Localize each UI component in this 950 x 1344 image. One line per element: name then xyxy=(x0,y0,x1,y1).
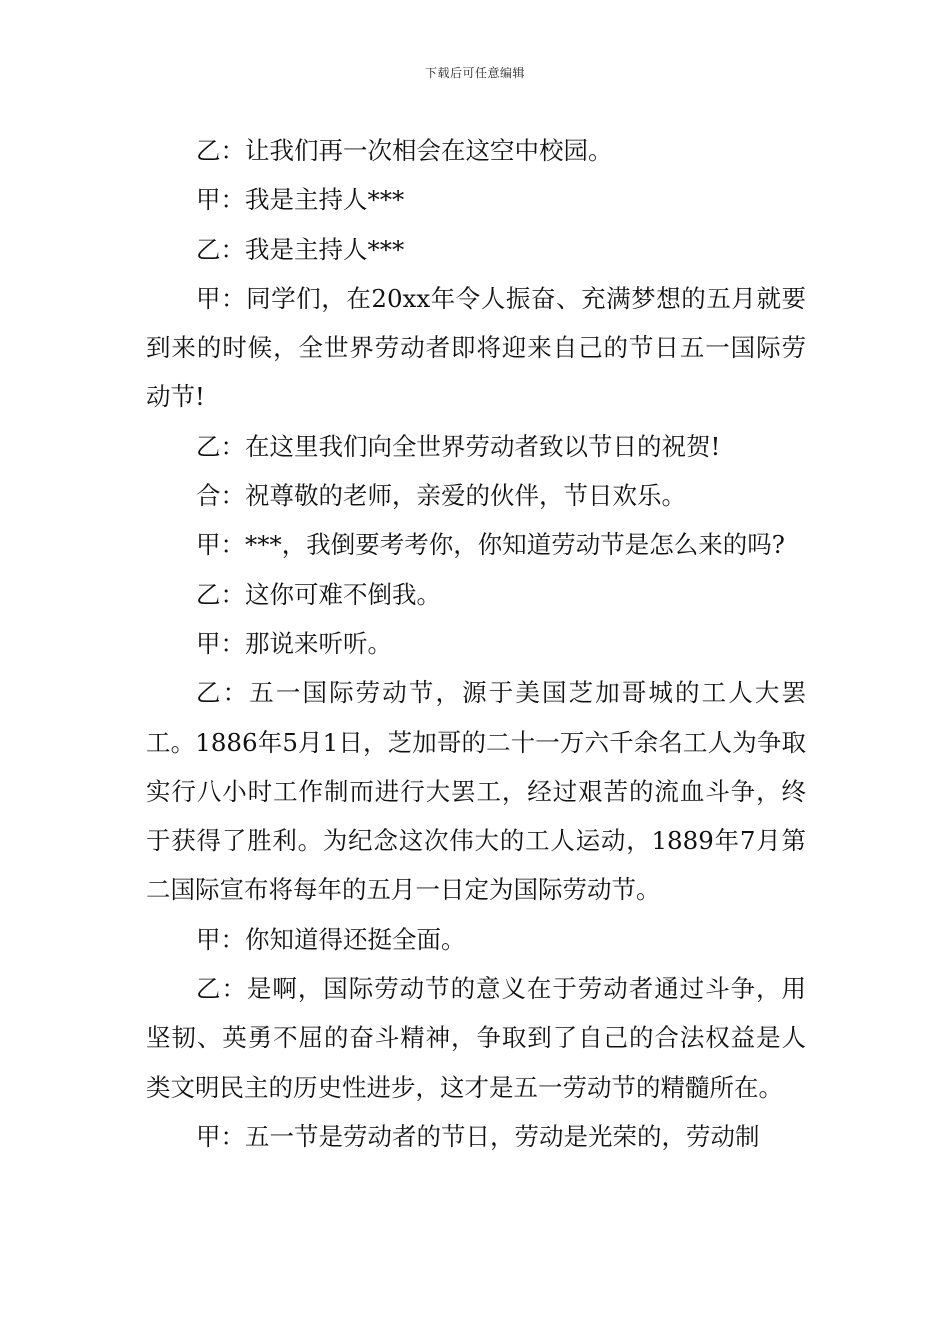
paragraph: 甲：那说来听听。 xyxy=(196,628,392,658)
paragraph: 合：祝尊敬的老师，亲爱的伙伴，节日欢乐。 xyxy=(196,481,686,511)
paragraph: 甲：你知道得还挺全面。 xyxy=(196,924,466,954)
paragraph: 乙：是啊，国际劳动节的意义在于劳动者通过斗争，用坚韧、英勇不屈的奋斗精神，争取到了自己的合法权益是人类文明民主的历史性进步，这才是五一劳动节的精髓所在。 xyxy=(146,974,806,1102)
paragraph: 甲：我是主持人*** xyxy=(196,185,405,215)
document-body xyxy=(146,126,806,1161)
paragraph: 乙：我是主持人*** xyxy=(196,234,405,264)
paragraph: 甲：五一节是劳动者的节日，劳动是光荣的，劳动制 xyxy=(196,1121,760,1151)
paragraph: 甲：同学们，在20xx年令人振奋、充满梦想的五月就要到来的时候，全世界劳动者即将迎来自己的节日五一国际劳动节! xyxy=(146,283,806,412)
page-header: 下载后可任意编辑 xyxy=(424,66,525,80)
paragraph: 乙：在这里我们向全世界劳动者致以节日的祝贺! xyxy=(196,431,721,461)
paragraph: 乙：五一国际劳动节，源于美国芝加哥城的工人大罢工。1886年5月1日，芝加哥的二十一万六千余名工人为争取实行八小时工作制而进行大罢工，经过艰苦的流血斗争，终于获得了胜利。为纪念这次伟大的工人运动，1889年7月第二国际宣布将每年的五月一日定为国际劳动节。 xyxy=(146,678,806,905)
paragraph: 乙：让我们再一次相会在这空中校园。 xyxy=(196,136,613,165)
paragraph: 乙：这你可难不倒我。 xyxy=(196,579,441,609)
paragraph: 甲：***，我倒要考考你，你知道劳动节是怎么来的吗? xyxy=(196,530,785,560)
